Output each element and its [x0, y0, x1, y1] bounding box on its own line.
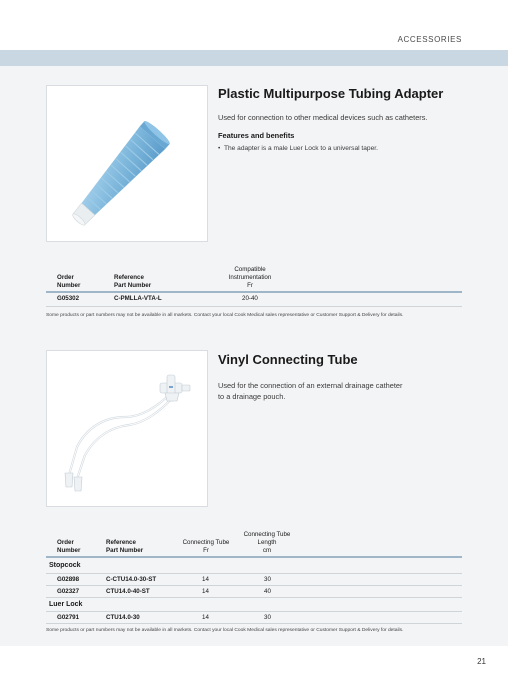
cell-reference: C-PMLLA-VTA-L	[114, 295, 162, 302]
cell-reference: CTU14.0-40-ST	[106, 588, 150, 595]
table-row-rule	[46, 597, 462, 598]
page-footer	[0, 646, 508, 696]
col-header-instrumentation: Compatible Instrumentation Fr	[228, 266, 272, 289]
cell-reference: CTU14.0-30	[106, 614, 140, 621]
page-number: 21	[477, 657, 486, 666]
col-header-connecting-tube-fr: Connecting Tube Fr	[182, 539, 230, 554]
product-title: Plastic Multipurpose Tubing Adapter	[218, 86, 444, 101]
col-header-reference: Reference Part Number	[106, 539, 144, 554]
availability-note: Some products or part numbers may not be available in all markets. Contact your local Cook Medical sales representative or Customer Support & Delivery for details.	[46, 628, 404, 633]
col-header-order: Order Number	[57, 539, 81, 554]
cell-fr: 14	[202, 588, 209, 595]
tubing-adapter-image	[46, 85, 208, 242]
table-row-rule	[46, 611, 462, 612]
cell-length: 30	[264, 614, 271, 621]
cell-reference: C-CTU14.0-30-ST	[106, 576, 157, 583]
features-heading: Features and benefits	[218, 131, 295, 140]
header-accent-bar	[0, 50, 508, 66]
table-row-rule	[46, 306, 462, 307]
product-description: Used for connection to other medical devices such as catheters.	[218, 113, 428, 122]
cell-fr: 20-40	[242, 295, 258, 302]
cell-order-number: G02791	[57, 614, 80, 621]
col-header-reference: Reference Part Number	[114, 274, 152, 289]
table-row-rule	[46, 585, 462, 586]
table-header-rule	[46, 291, 462, 293]
cell-order-number: G02898	[57, 576, 80, 583]
cell-length: 30	[264, 576, 271, 583]
group-heading-stopcock: Stopcock	[49, 562, 81, 569]
table-header-rule	[46, 556, 462, 558]
cell-order-number: G05302	[57, 295, 80, 302]
col-header-order: Order Number	[57, 274, 81, 289]
table-row-rule	[46, 623, 462, 624]
group-heading-luer-lock: Luer Lock	[49, 601, 83, 608]
product-description: Used for the connection of an external drainage catheter to a drainage pouch.	[218, 381, 403, 401]
product-title: Vinyl Connecting Tube	[218, 352, 358, 367]
feature-bullet: • The adapter is a male Luer Lock to a universal taper.	[218, 145, 378, 152]
table-row-rule	[46, 573, 462, 574]
availability-note: Some products or part numbers may not be available in all markets. Contact your local Cook Medical sales representative or Customer Support & Delivery for details.	[46, 313, 404, 318]
cell-fr: 14	[202, 576, 209, 583]
feature-bullet-text: The adapter is a male Luer Lock to a universal taper.	[223, 145, 378, 152]
col-header-connecting-tube-length: Connecting Tube Length cm	[243, 531, 291, 554]
cell-order-number: G02327	[57, 588, 80, 595]
cell-fr: 14	[202, 614, 209, 621]
cell-length: 40	[264, 588, 271, 595]
section-label: ACCESSORIES	[397, 35, 462, 44]
vinyl-tube-image	[46, 350, 208, 507]
